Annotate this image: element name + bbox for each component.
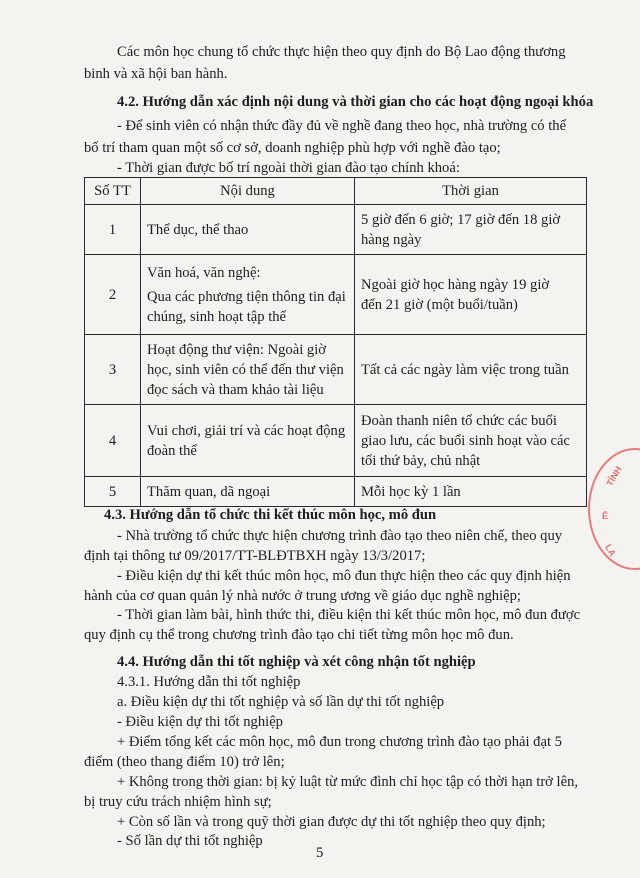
table-header-row [85,178,587,205]
condition-1-line2: điểm (theo thang điểm 10) trở lên; [84,754,285,770]
sec43-b1-line1: - Nhà trường tổ chức thực hiện chương trình đào tạo theo niên chế, theo quy [117,528,563,544]
header-no: Số TT [85,178,141,205]
row-number: 2 [85,255,141,335]
sec43-b3-line2: quy định cụ thể trong chương trình đào tạo chi tiết từng môn học mô đun. [84,627,514,643]
condition-3: + Còn số lần và trong quỹ thời gian được dự thi tốt nghiệp theo quy định; [117,814,546,830]
content-line: học, sinh viên có thể đến thư viện [147,361,344,378]
red-seal-stamp [588,448,640,570]
sec43-b1-line2: định tại thông tư 09/2017/TT-BLĐTBXH ngày 13/3/2017; [84,548,426,564]
row-number: 3 [85,335,141,405]
time-line: Đoàn thanh niên tổ chức các buổi [361,412,557,429]
time-line: giao lưu, các buổi sinh hoạt vào các [361,432,570,449]
activities-table [84,177,587,507]
content-line: Văn hoá, văn nghệ: [147,264,261,281]
stamp-text-mid: Ế [602,511,609,521]
subsection-4-3-1: 4.3.1. Hướng dẫn thi tốt nghiệp [117,674,301,690]
content-line: đoàn thể [147,442,197,459]
section-4-2-heading: 4.2. Hướng dẫn xác định nội dung và thời gian cho các hoạt động ngoại khóa [117,94,594,110]
table-row [85,477,587,507]
row-content [141,205,355,255]
row-number: 5 [85,477,141,507]
table-row [85,335,587,405]
sec43-b2-line2: hành của cơ quan quản lý nhà nước ở trung ương về giáo dục nghề nghiệp; [84,588,521,604]
row-time [355,205,587,255]
condition-2-line2: bị truy cứu trách nhiệm hình sự; [84,794,272,810]
time-line: đến 21 giờ (một buổi/tuần) [361,296,518,313]
row-content [141,405,355,477]
stamp-text-top: TỈNH [604,464,624,488]
table-row [85,255,587,335]
content-line: Thăm quan, dã ngoại [147,483,271,500]
row-time [355,255,587,335]
content-line: Vui chơi, giải trí và các hoạt động [147,422,346,439]
table-row [85,205,587,255]
subsection-a: a. Điều kiện dự thi tốt nghiệp và số lần dự thi tốt nghiệp [117,694,445,710]
time-line: Tất cả các ngày làm việc trong tuần [361,361,569,378]
exam-count-heading: - Số lần dự thi tốt nghiệp [117,833,263,849]
row-time [355,477,587,507]
content-line: Thể dục, thể thao [147,221,249,238]
time-line: 5 giờ đến 6 giờ; 17 giờ đến 18 giờ [361,211,561,228]
condition-2-line1: + Không trong thời gian: bị kỷ luật từ mức đình chỉ học tập có thời hạn trở lên, [117,774,579,790]
content-line: Qua các phương tiện thông tin đại [147,288,346,305]
time-line: tối thứ bảy, chủ nhật [361,452,481,469]
condition-1-line1: + Điểm tổng kết các môn học, mô đun trong chương trình đào tạo phải đạt 5 [117,734,562,750]
intro-line-2: binh và xã hội ban hành. [84,66,228,82]
row-content [141,335,355,405]
intro-line-1: Các môn học chung tổ chức thực hiện theo quy định do Bộ Lao động thương [117,44,566,60]
sec43-b3-line1: - Thời gian làm bài, hình thức thi, điều kiện thi kết thúc môn học, mô đun được [117,607,581,623]
section-4-3-heading: 4.3. Hướng dẫn tổ chức thi kết thúc môn học, mô đun [104,507,437,523]
sec42-p2: - Thời gian được bố trí ngoài thời gian đào tạo chính khoá: [117,160,460,176]
time-line: Mỗi học kỳ 1 lần [361,483,461,500]
sec43-b2-line1: - Điều kiện dự thi kết thúc môn học, mô đun thực hiện theo các quy định hiện [117,568,571,584]
row-time [355,405,587,477]
condition-heading: - Điều kiện dự thi tốt nghiệp [117,714,283,730]
sec42-p1-line1: - Để sinh viên có nhận thức đầy đủ về nghề đang theo học, nhà trường có thể [117,118,567,134]
row-number: 1 [85,205,141,255]
time-line: hàng ngày [361,231,422,248]
row-content [141,255,355,335]
time-line: Ngoài giờ học hàng ngày 19 giờ [361,276,550,293]
row-time [355,335,587,405]
content-line: chúng, sinh hoạt tập thể [147,308,287,325]
header-time: Thời gian [355,178,587,205]
table-row [85,405,587,477]
content-line: đọc sách và tham khảo tài liệu [147,381,324,398]
stamp-text-bottom: LA [603,542,618,558]
header-content: Nội dung [141,178,355,205]
page-number: 5 [316,845,324,861]
row-number: 4 [85,405,141,477]
sec42-p1-line2: bố trí tham quan một số cơ sở, doanh nghiệp phù hợp với nghề đào tạo; [84,140,501,156]
content-line: Hoạt động thư viện: Ngoài giờ [147,341,326,358]
section-4-4-heading: 4.4. Hướng dẫn thi tốt nghiệp và xét công nhận tốt nghiệp [117,654,476,670]
row-content [141,477,355,507]
